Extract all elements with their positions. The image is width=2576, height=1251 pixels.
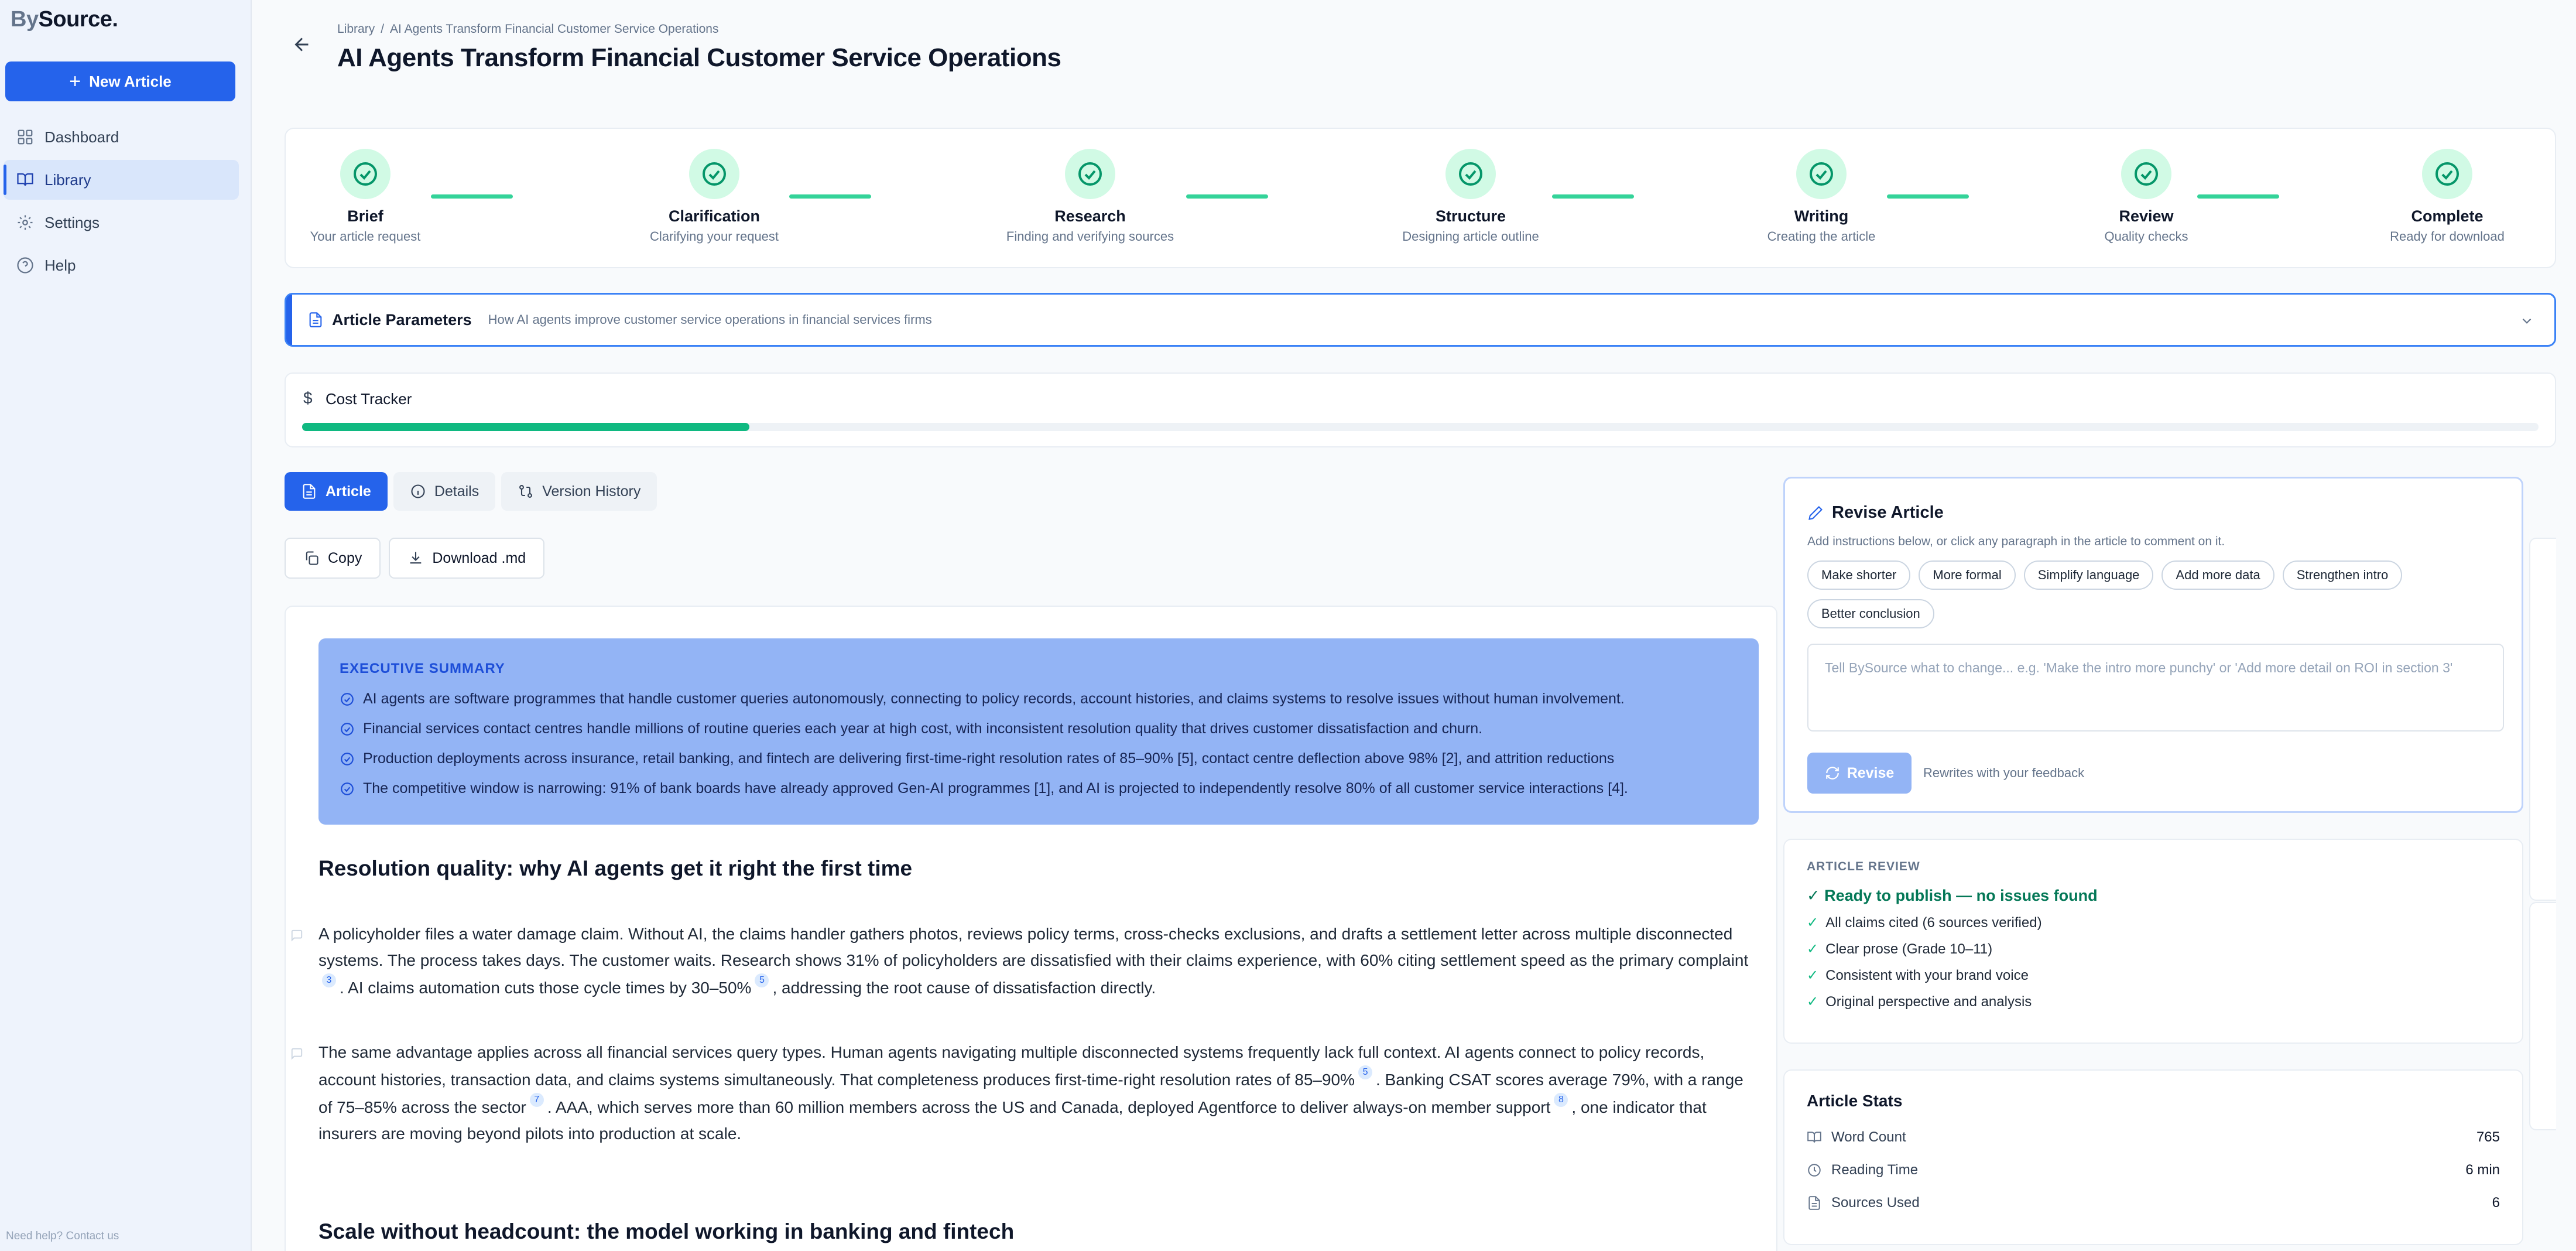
- stat-reading-time: [1807, 1154, 2500, 1187]
- breadcrumb-library-link[interactable]: Library: [337, 22, 375, 36]
- help-contact-link[interactable]: Need help? Contact us: [6, 1230, 119, 1242]
- sidebar-item-label: Dashboard: [44, 128, 119, 146]
- paragraph-text: . Banking CSAT scores average 79%, with a range of 75–85% across the sector: [318, 1071, 1743, 1116]
- chip-add-more-data[interactable]: Add more data: [2161, 560, 2274, 590]
- revise-note: Rewrites with your feedback: [1923, 765, 2085, 780]
- summary-item: [340, 684, 1738, 714]
- sidebar-item-label: Settings: [44, 213, 100, 231]
- stat-value: 6 min: [2465, 1162, 2500, 1178]
- stat-word-count: [1807, 1121, 2500, 1154]
- stat-label: Word Count: [1831, 1129, 1906, 1145]
- executive-summary-title: EXECUTIVE SUMMARY: [340, 661, 505, 676]
- side-drawer-edge: [2529, 902, 2556, 1130]
- sidebar-item-library[interactable]: [4, 160, 239, 200]
- clock-icon: [1807, 1163, 1822, 1178]
- file-text-icon: [301, 483, 317, 500]
- copy-icon: [303, 550, 320, 566]
- step-circle: [1065, 149, 1115, 199]
- step-desc: Ready for download: [2390, 229, 2505, 244]
- article-parameters-label: Article Parameters: [332, 310, 472, 329]
- revise-button-label: Revise: [1847, 764, 1895, 781]
- paragraph-text: , one indicator that insurers are moving beyond pilots into production at scale.: [318, 1098, 1707, 1143]
- step-review: [2041, 149, 2252, 244]
- citation-badge[interactable]: 5: [1358, 1065, 1372, 1079]
- book-open-icon: [16, 171, 34, 189]
- citation-badge[interactable]: 5: [755, 973, 769, 987]
- summary-text: Financial services contact centres handle millions of routine queries each year at high cost, with inconsistent resolution quality that drives customer dissatisfaction and churn.: [363, 720, 1483, 737]
- check-icon: ✓: [1807, 968, 1819, 983]
- review-ready-status: ✓ Ready to publish — no issues found: [1807, 887, 2098, 904]
- sidebar-item-label: Help: [44, 256, 76, 274]
- review-check-text: Consistent with your brand voice: [1825, 968, 2029, 983]
- chevron-down-icon[interactable]: [2519, 313, 2534, 329]
- copy-label: Copy: [328, 549, 362, 566]
- summary-item: [340, 714, 1738, 744]
- article-review-panel: [1783, 839, 2523, 1044]
- cost-progress-track: [302, 423, 2539, 431]
- gear-icon: [16, 214, 34, 231]
- revise-subtitle: Add instructions below, or click any paragraph in the article to comment on it.: [1807, 535, 2225, 548]
- check-circle-icon: [700, 160, 728, 188]
- article-paragraph[interactable]: [318, 1039, 1759, 1147]
- check-circle-icon: [1807, 160, 1835, 188]
- chip-more-formal[interactable]: More formal: [1919, 560, 2015, 590]
- paragraph-text: A policyholder files a water damage claim. Without AI, the claims handler gathers photos, reviews policy terms, cross-checks exclusions, and drafts a settlement letter across multiple disconnected systems. The process takes days. The customer waits. Research shows 31% of policyholders are dissatisfied with their claims experience, with 60% citing settlement speed as the primary complaint: [318, 925, 1749, 969]
- sidebar-item-dashboard[interactable]: [4, 117, 239, 157]
- download-md-button[interactable]: [389, 538, 544, 579]
- step-name: Review: [2119, 207, 2174, 225]
- step-desc: Designing article outline: [1402, 229, 1539, 244]
- step-name: Writing: [1794, 207, 1849, 225]
- sidebar-item-settings[interactable]: [4, 203, 239, 242]
- breadcrumb-separator: /: [381, 22, 385, 36]
- check-icon: ✓: [1807, 941, 1819, 957]
- check-icon: ✓: [1807, 915, 1819, 931]
- paragraph-text: , addressing the root cause of dissatisfaction directly.: [772, 979, 1156, 997]
- step-name: Brief: [347, 207, 383, 225]
- review-check-item: [1807, 941, 2500, 958]
- tab-label: Version History: [542, 483, 641, 500]
- check-circle-icon: [1076, 160, 1104, 188]
- review-check-text: Original perspective and analysis: [1825, 994, 2032, 1010]
- chip-strengthen-intro[interactable]: Strengthen intro: [2283, 560, 2403, 590]
- logo-source: Source.: [38, 7, 118, 32]
- step-circle: [2121, 149, 2171, 199]
- chip-make-shorter[interactable]: Make shorter: [1807, 560, 1910, 590]
- paragraph-text: . AI claims automation cuts those cycle times by 30–50%: [340, 979, 752, 997]
- article-content: [285, 606, 1777, 1251]
- citation-badge[interactable]: 3: [322, 973, 336, 987]
- step-circle: [340, 149, 390, 199]
- stat-value: 765: [2476, 1129, 2500, 1145]
- chip-simplify-language[interactable]: Simplify language: [2024, 560, 2154, 590]
- citation-badge[interactable]: 7: [530, 1093, 544, 1107]
- check-icon: ✓: [1807, 994, 1819, 1010]
- tab-version-history[interactable]: [501, 472, 657, 511]
- sidebar-nav: [4, 117, 239, 288]
- section-heading: Scale without headcount: the model working in banking and fintech: [318, 1219, 1015, 1243]
- article-parameters-panel[interactable]: [285, 293, 2556, 347]
- step-name: Structure: [1435, 207, 1506, 225]
- check-circle-icon: [2433, 160, 2461, 188]
- info-icon: [410, 483, 426, 500]
- download-icon: [407, 550, 424, 566]
- file-text-icon: [1807, 1195, 1822, 1211]
- help-circle-icon: [16, 257, 34, 274]
- back-arrow-icon[interactable]: [292, 34, 313, 55]
- progress-stepper: [285, 128, 2556, 268]
- summary-text: Production deployments across insurance, retail banking, and fintech are delivering first-time-right resolution rates of 85–90% [5], contact centre deflection above 98% [2], and attrition reductions: [363, 750, 1615, 767]
- summary-item: [340, 774, 1738, 804]
- pen-icon: [1807, 505, 1824, 521]
- step-name: Complete: [2411, 207, 2483, 225]
- stat-value: 6: [2492, 1195, 2500, 1211]
- dollar-icon: $: [303, 389, 313, 407]
- article-stats-panel: [1783, 1069, 2523, 1245]
- revise-article-panel: [1783, 477, 2523, 813]
- cost-progress-fill: [302, 423, 749, 431]
- tab-label: Article: [326, 483, 371, 500]
- tab-label: Details: [434, 483, 479, 500]
- side-drawer-edge: [2529, 538, 2556, 901]
- article-parameters-value: How AI agents improve customer service operations in financial services firms: [488, 312, 932, 327]
- paragraph-text: . AAA, which serves more than 60 million members across the US and Canada, deployed Agentforce to deliver always-on member support: [547, 1098, 1551, 1116]
- comment-icon[interactable]: [290, 929, 303, 942]
- check-circle-icon: [340, 781, 355, 797]
- step-circle: [1796, 149, 1847, 199]
- step-name: Clarification: [668, 207, 761, 225]
- step-structure: [1365, 149, 1576, 244]
- breadcrumb-current: AI Agents Transform Financial Customer Service Operations: [390, 22, 719, 36]
- check-circle-icon: [340, 751, 355, 767]
- breadcrumb: [337, 22, 718, 36]
- section-heading: Resolution quality: why AI agents get it right the first time: [318, 856, 913, 880]
- step-desc: Your article request: [310, 229, 421, 244]
- paragraph-text: The same advantage applies across all financial services query types. Human agents navigating multiple disconnected systems frequently lack full context. AI agents connect to policy records, account histories, transaction data, and claims systems simultaneously. That completeness produces first-time-right resolution rates of 85–90%: [318, 1043, 1705, 1089]
- plus-icon: +: [69, 70, 81, 93]
- step-circle: [689, 149, 739, 199]
- new-article-button[interactable]: [5, 61, 235, 101]
- summary-text: AI agents are software programmes that handle customer queries autonomously, connecting to policy records, account histories, and claims systems to resolve issues without human involvement.: [363, 691, 1625, 707]
- new-article-label: New Article: [89, 72, 172, 90]
- comment-icon[interactable]: [290, 1047, 303, 1060]
- step-name: Research: [1054, 207, 1126, 225]
- executive-summary: [318, 638, 1759, 825]
- summary-item: [340, 744, 1738, 774]
- sidebar: [0, 0, 252, 1251]
- step-complete: [2342, 149, 2553, 244]
- check-circle-icon: [340, 722, 355, 737]
- logo[interactable]: [11, 7, 118, 32]
- cost-tracker-label: Cost Tracker: [326, 390, 412, 408]
- document-icon: [307, 312, 324, 328]
- step-research: [985, 149, 1195, 244]
- check-circle-icon: [1457, 160, 1485, 188]
- check-circle-icon: [340, 692, 355, 707]
- article-review-title: ARTICLE REVIEW: [1807, 860, 1920, 873]
- revise-instructions-input[interactable]: [1807, 644, 2504, 732]
- summary-text: The competitive window is narrowing: 91% of bank boards have already approved Gen-AI programmes [1], and AI is projected to independently resolve 80% of all customer service interactions [4].: [363, 780, 1628, 797]
- cost-tracker-panel: [285, 372, 2556, 447]
- step-brief: [260, 149, 471, 244]
- article-stats-title: Article Stats: [1807, 1092, 1903, 1110]
- stat-sources-used: [1807, 1187, 2500, 1219]
- review-check-text: All claims cited (6 sources verified): [1825, 915, 2042, 931]
- download-label: Download .md: [432, 549, 526, 566]
- revise-suggestions: [1807, 560, 2510, 628]
- review-check-item: [1807, 967, 2500, 984]
- sidebar-item-help[interactable]: [4, 245, 239, 285]
- article-paragraph[interactable]: [318, 921, 1759, 1001]
- check-circle-icon: [351, 160, 379, 188]
- check-circle-icon: [2132, 160, 2160, 188]
- step-connector: [1186, 194, 1268, 199]
- citation-badge[interactable]: 8: [1554, 1093, 1568, 1107]
- page-title: AI Agents Transform Financial Customer Service Operations: [337, 43, 1061, 72]
- step-circle: [2422, 149, 2472, 199]
- review-check-item: [1807, 914, 2500, 931]
- revise-title-row: [1807, 503, 1944, 522]
- tab-article[interactable]: [285, 472, 388, 511]
- logo-by: By: [11, 7, 39, 32]
- step-desc: Clarifying your request: [649, 229, 779, 244]
- dashboard-icon: [16, 128, 34, 146]
- step-circle: [1445, 149, 1496, 199]
- git-compare-icon: [518, 483, 534, 500]
- stat-label: Sources Used: [1831, 1195, 1920, 1211]
- stat-label: Reading Time: [1831, 1162, 1919, 1178]
- step-writing: [1716, 149, 1927, 244]
- sidebar-item-label: Library: [44, 170, 91, 189]
- review-check-item: [1807, 993, 2500, 1010]
- book-open-icon: [1807, 1130, 1822, 1145]
- article-tabs: [285, 472, 657, 511]
- revise-button[interactable]: [1807, 753, 1912, 794]
- copy-button[interactable]: [285, 538, 381, 579]
- review-check-text: Clear prose (Grade 10–11): [1825, 941, 1993, 957]
- chip-better-conclusion[interactable]: Better conclusion: [1807, 599, 1934, 628]
- revise-title: Revise Article: [1832, 503, 1944, 522]
- step-desc: Quality checks: [2104, 229, 2188, 244]
- step-clarification: [609, 149, 820, 244]
- tab-details[interactable]: [393, 472, 495, 511]
- refresh-icon: [1825, 765, 1840, 781]
- step-desc: Creating the article: [1767, 229, 1876, 244]
- step-desc: Finding and verifying sources: [1006, 229, 1174, 244]
- article-actions: [285, 538, 544, 579]
